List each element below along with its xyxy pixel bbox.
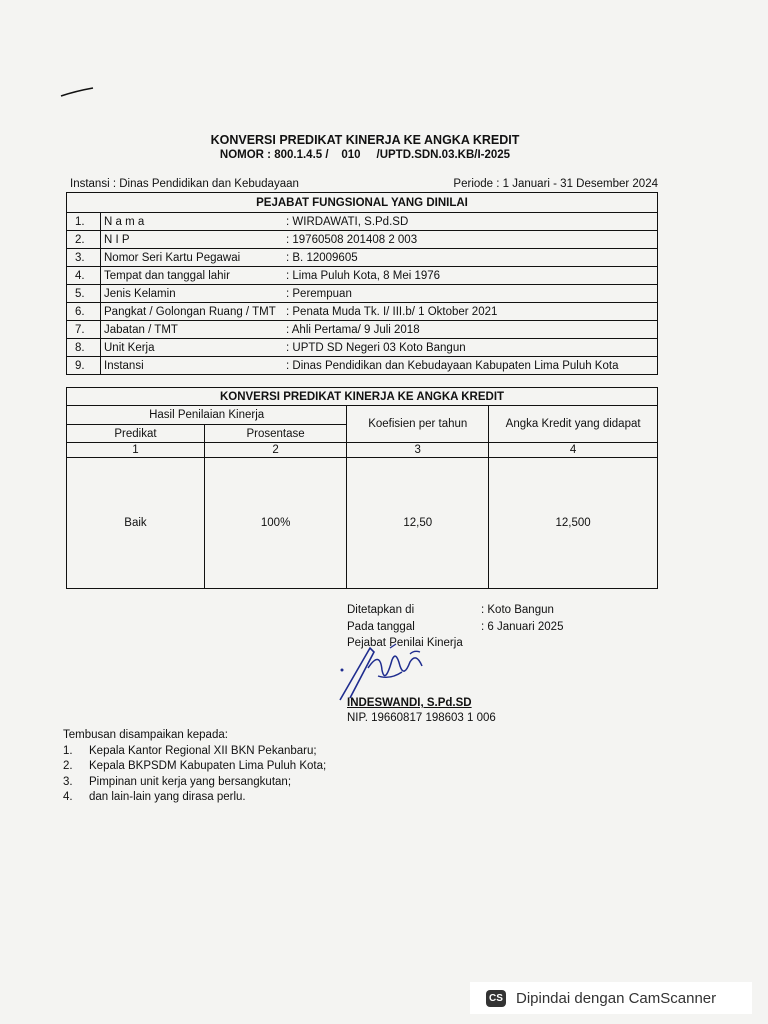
list-item-text: Kepala Kantor Regional XII BKN Pekanbaru; — [89, 744, 317, 757]
row-value: : 19760508 201408 2 003 — [283, 231, 658, 249]
tembusan-title: Tembusan disampaikan kepada: — [63, 729, 228, 741]
list-item-text: Pimpinan unit kerja yang bersangkutan; — [89, 775, 292, 788]
row-value: : B. 12009605 — [283, 249, 658, 267]
table-row — [67, 303, 658, 321]
row-label: Jabatan / TMT — [101, 321, 284, 339]
row-value: : UPTD SD Negeri 03 Koto Bangun — [283, 339, 658, 357]
koefisien-header: Koefisien per tahun — [347, 406, 489, 443]
row-number: 3. — [67, 249, 101, 267]
list-item-number: 3. — [63, 775, 73, 788]
row-number: 2. — [67, 231, 101, 249]
list-item-text: Kepala BKPSDM Kabupaten Lima Puluh Kota; — [89, 760, 327, 772]
table-row — [67, 357, 658, 375]
row-value: : Lima Puluh Kota, 8 Mei 1976 — [283, 267, 658, 285]
tembusan-block — [63, 728, 326, 806]
pen-stroke-mark — [60, 86, 94, 98]
tanggal-label: Pada tanggal — [347, 621, 415, 633]
prosentase-header: Prosentase — [204, 425, 346, 443]
row-value: : Perempuan — [283, 285, 658, 303]
row-number: 1. — [67, 213, 101, 231]
row-number: 5. — [67, 285, 101, 303]
angka-kredit-value: 12,500 — [489, 458, 658, 589]
pejabat-penilai-label: Pejabat Penilai Kinerja — [347, 637, 463, 649]
table-row — [67, 339, 658, 357]
scanner-watermark — [470, 982, 752, 1014]
row-label: Pangkat / Golongan Ruang / TMT — [101, 303, 284, 321]
table-row — [67, 321, 658, 339]
table-row — [67, 213, 658, 231]
row-value: : Penata Muda Tk. I/ III.b/ 1 Oktober 2021 — [283, 303, 658, 321]
periode-text: Periode : 1 Januari - 31 Desember 2024 — [453, 178, 658, 190]
row-value: : Dinas Pendidikan dan Kebudayaan Kabupaten Lima Puluh Kota — [283, 357, 658, 375]
row-label: Tempat dan tanggal lahir — [101, 267, 284, 285]
ditetapkan-value: : Koto Bangun — [481, 604, 554, 616]
camscanner-logo-icon: CS — [486, 990, 506, 1007]
row-number: 9. — [67, 357, 101, 375]
list-item — [63, 775, 326, 791]
list-item — [63, 759, 326, 775]
row-label: N a m a — [101, 213, 284, 231]
row-label: Nomor Seri Kartu Pegawai — [101, 249, 284, 267]
signer-name: INDESWANDI, S.Pd.SD — [347, 697, 472, 709]
row-number: 8. — [67, 339, 101, 357]
list-item-number: 2. — [63, 760, 73, 772]
row-label: N I P — [101, 231, 284, 249]
signer-nip: NIP. 19660817 198603 1 006 — [347, 712, 496, 724]
pejabat-section-title: PEJABAT FUNGSIONAL YANG DINILAI — [67, 193, 658, 213]
pejabat-table — [66, 192, 658, 375]
row-label: Instansi — [101, 357, 284, 375]
table-row — [67, 267, 658, 285]
document-title: KONVERSI PREDIKAT KINERJA KE ANGKA KREDIT — [210, 133, 520, 147]
table-row — [67, 249, 658, 267]
list-item — [63, 790, 326, 806]
hasil-penilaian-header: Hasil Penilaian Kinerja — [67, 406, 347, 425]
table-row — [67, 231, 658, 249]
konversi-table — [66, 387, 658, 589]
row-label: Unit Kerja — [101, 339, 284, 357]
predikat-header: Predikat — [67, 425, 205, 443]
col-index: 1 — [67, 443, 205, 458]
handwritten-signature — [330, 640, 430, 702]
document-number: NOMOR : 800.1.4.5 / 010 /UPTD.SDN.03.KB/I-2025 — [219, 149, 511, 161]
row-label: Jenis Kelamin — [101, 285, 284, 303]
list-item-number: 1. — [63, 744, 73, 757]
ditetapkan-label: Ditetapkan di — [347, 604, 415, 616]
row-value: : Ahli Pertama/ 9 Juli 2018 — [283, 321, 658, 339]
konversi-section-title: KONVERSI PREDIKAT KINERJA KE ANGKA KREDIT — [67, 388, 658, 406]
table-row — [67, 285, 658, 303]
col-index: 3 — [347, 443, 489, 458]
list-item — [63, 744, 326, 760]
row-value: : WIRDAWATI, S.Pd.SD — [283, 213, 658, 231]
row-number: 7. — [67, 321, 101, 339]
scanner-text: Dipindai dengan CamScanner — [516, 989, 717, 1007]
koefisien-value: 12,50 — [347, 458, 489, 589]
list-item-number: 4. — [63, 791, 73, 803]
predikat-value: Baik — [67, 458, 205, 589]
prosentase-value: 100% — [204, 458, 346, 589]
instansi-text: Instansi : Dinas Pendidikan dan Kebudayaan — [70, 178, 299, 190]
list-item-text: dan lain-lain yang dirasa perlu. — [89, 791, 246, 803]
col-index: 4 — [489, 443, 658, 458]
col-index: 2 — [204, 443, 346, 458]
tanggal-value: : 6 Januari 2025 — [481, 621, 564, 633]
row-number: 6. — [67, 303, 101, 321]
table-row — [67, 458, 658, 589]
row-number: 4. — [67, 267, 101, 285]
angka-kredit-header: Angka Kredit yang didapat — [489, 406, 658, 443]
